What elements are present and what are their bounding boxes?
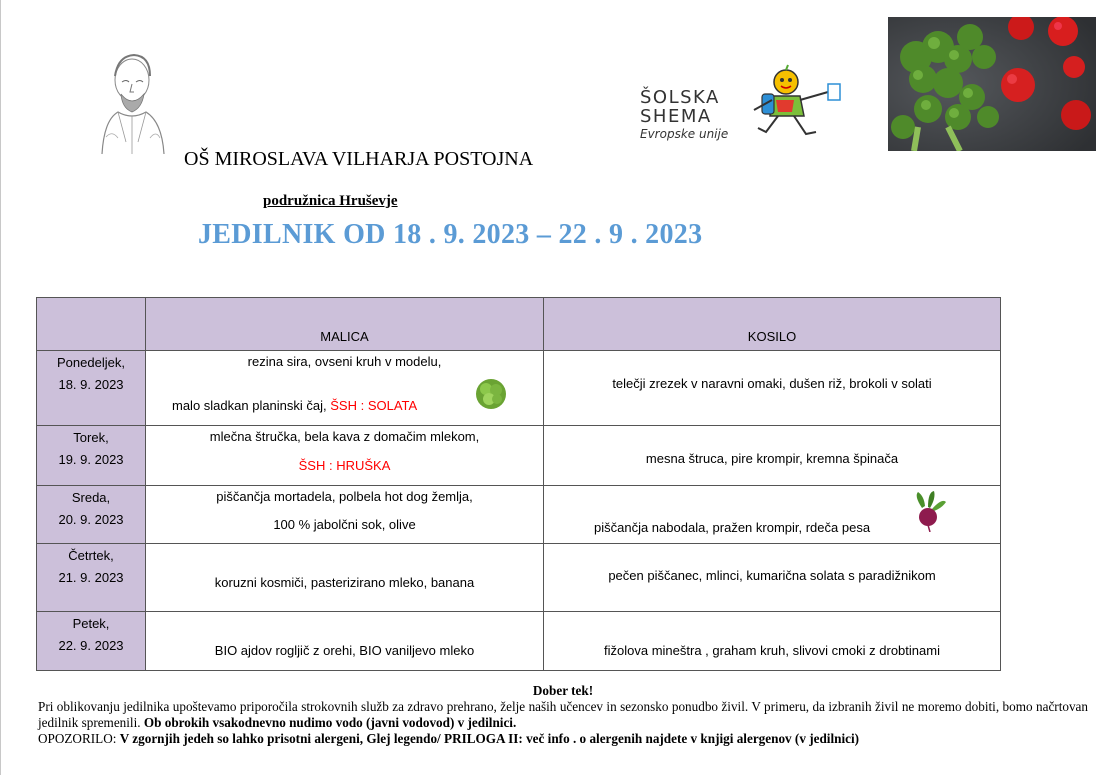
beetroot-icon bbox=[908, 490, 948, 532]
day-name: Sreda, bbox=[71, 490, 111, 505]
portrait-sketch-image bbox=[88, 42, 172, 158]
header-kosilo: KOSILO bbox=[544, 298, 1001, 351]
malica-line: BIO ajdov rogljič z orehi, BIO vaniljevo mleko bbox=[214, 643, 475, 658]
kosilo-cell bbox=[544, 612, 1001, 671]
table-row bbox=[37, 486, 1001, 544]
table-row bbox=[37, 544, 1001, 612]
vegetables-photo-image bbox=[888, 17, 1096, 151]
table-row bbox=[37, 426, 1001, 486]
day-date: 19. 9. 2023 bbox=[58, 452, 124, 467]
table-row bbox=[37, 351, 1001, 426]
kosilo-line: pečen piščanec, mlinci, kumarična solata s paradižnikom bbox=[608, 568, 936, 583]
kosilo-cell bbox=[544, 426, 1001, 486]
malica-drink: malo sladkan planinski čaj, bbox=[172, 398, 331, 413]
kosilo-cell bbox=[544, 544, 1001, 612]
kosilo-line: telečji zrezek v naravni omaki, dušen riž, brokoli v solati bbox=[612, 376, 932, 391]
kosilo-line: mesna štruca, pire krompir, kremna špinača bbox=[645, 451, 899, 466]
malica-cell bbox=[146, 486, 544, 544]
day-cell bbox=[37, 612, 146, 671]
school-name: OŠ MIROSLAVA VILHARJA POSTOJNA bbox=[184, 148, 534, 170]
footer-note bbox=[38, 699, 1088, 731]
kosilo-line: piščančja nabodala, pražen krompir, rdeča pesa bbox=[594, 520, 871, 535]
header-day-cell bbox=[37, 298, 146, 351]
kosilo-cell bbox=[544, 351, 1001, 426]
footer-warning bbox=[38, 731, 1088, 747]
footer-note-bold: Ob obrokih vsakodnevno nudimo vodo (javni vodovod) v jedilnici. bbox=[143, 715, 517, 730]
footer-warning-text: V zgornjih jedeh so lahko prisotni alergeni, Glej legendo/ PRILOGA II: več info . o alergenih najdete v knjigi alergenov (v jedilnici) bbox=[119, 731, 860, 746]
branch-name: podružnica Hruševje bbox=[263, 193, 398, 209]
footer-greeting: Dober tek! bbox=[532, 683, 594, 698]
footer-warning-label: OPOZORILO: bbox=[38, 731, 120, 746]
day-name: Petek, bbox=[72, 616, 110, 631]
day-cell bbox=[37, 426, 146, 486]
menu-title: JEDILNIK OD 18 . 9. 2023 – 22 . 9 . 2023 bbox=[198, 219, 703, 250]
lettuce-icon bbox=[474, 377, 508, 411]
malica-cell bbox=[146, 351, 544, 426]
day-date: 20. 9. 2023 bbox=[58, 512, 124, 527]
day-cell bbox=[37, 351, 146, 426]
ssh-label: ŠSH : SOLATA bbox=[330, 398, 418, 413]
scheme-logo-line1: ŠOLSKA bbox=[640, 87, 720, 108]
malica-cell bbox=[146, 612, 544, 671]
malica-line: piščančja mortadela, polbela hot dog žemlja, bbox=[216, 489, 473, 504]
menu-table bbox=[36, 297, 1001, 671]
table-header-row bbox=[37, 298, 1001, 351]
header-malica: MALICA bbox=[146, 298, 544, 351]
footer bbox=[38, 683, 1088, 747]
malica-line: mlečna štručka, bela kava z domačim mlekom, bbox=[209, 429, 480, 444]
day-cell bbox=[37, 486, 146, 544]
malica-line: koruzni kosmiči, pasterizirano mleko, banana bbox=[214, 575, 475, 590]
kosilo-cell bbox=[544, 486, 1001, 544]
day-name: Ponedeljek, bbox=[57, 355, 125, 370]
scheme-logo-text bbox=[640, 89, 728, 140]
malica-cell bbox=[146, 426, 544, 486]
scheme-logo-line3: Evropske unije bbox=[640, 127, 729, 141]
ssh-label: ŠSH : HRUŠKA bbox=[298, 458, 391, 473]
day-name: Torek, bbox=[73, 430, 109, 445]
day-cell bbox=[37, 544, 146, 612]
day-name: Četrtek, bbox=[68, 548, 114, 563]
malica-line: rezina sira, ovseni kruh v modelu, bbox=[247, 354, 442, 369]
malica-cell bbox=[146, 544, 544, 612]
table-row bbox=[37, 612, 1001, 671]
day-date: 21. 9. 2023 bbox=[58, 570, 124, 585]
scheme-logo-line2: SHEMA bbox=[640, 106, 712, 127]
footer-note-text: Pri oblikovanju jedilnika upoštevamo priporočila strokovnih služb za zdravo prehrano, želje naših učencev in sezonsko ponudbo živil. V primeru, da izbranih živil ne moremo dobiti, bomo načrtovan jedilnik spremenili. bbox=[38, 699, 1088, 730]
malica-line: 100 % jabolčni sok, olive bbox=[273, 517, 416, 532]
day-date: 22. 9. 2023 bbox=[58, 638, 124, 653]
page-edge bbox=[0, 0, 1, 775]
day-date: 18. 9. 2023 bbox=[58, 377, 124, 392]
kosilo-line: fižolova mineštra , graham kruh, slivovi cmoki z drobtinami bbox=[604, 643, 940, 658]
